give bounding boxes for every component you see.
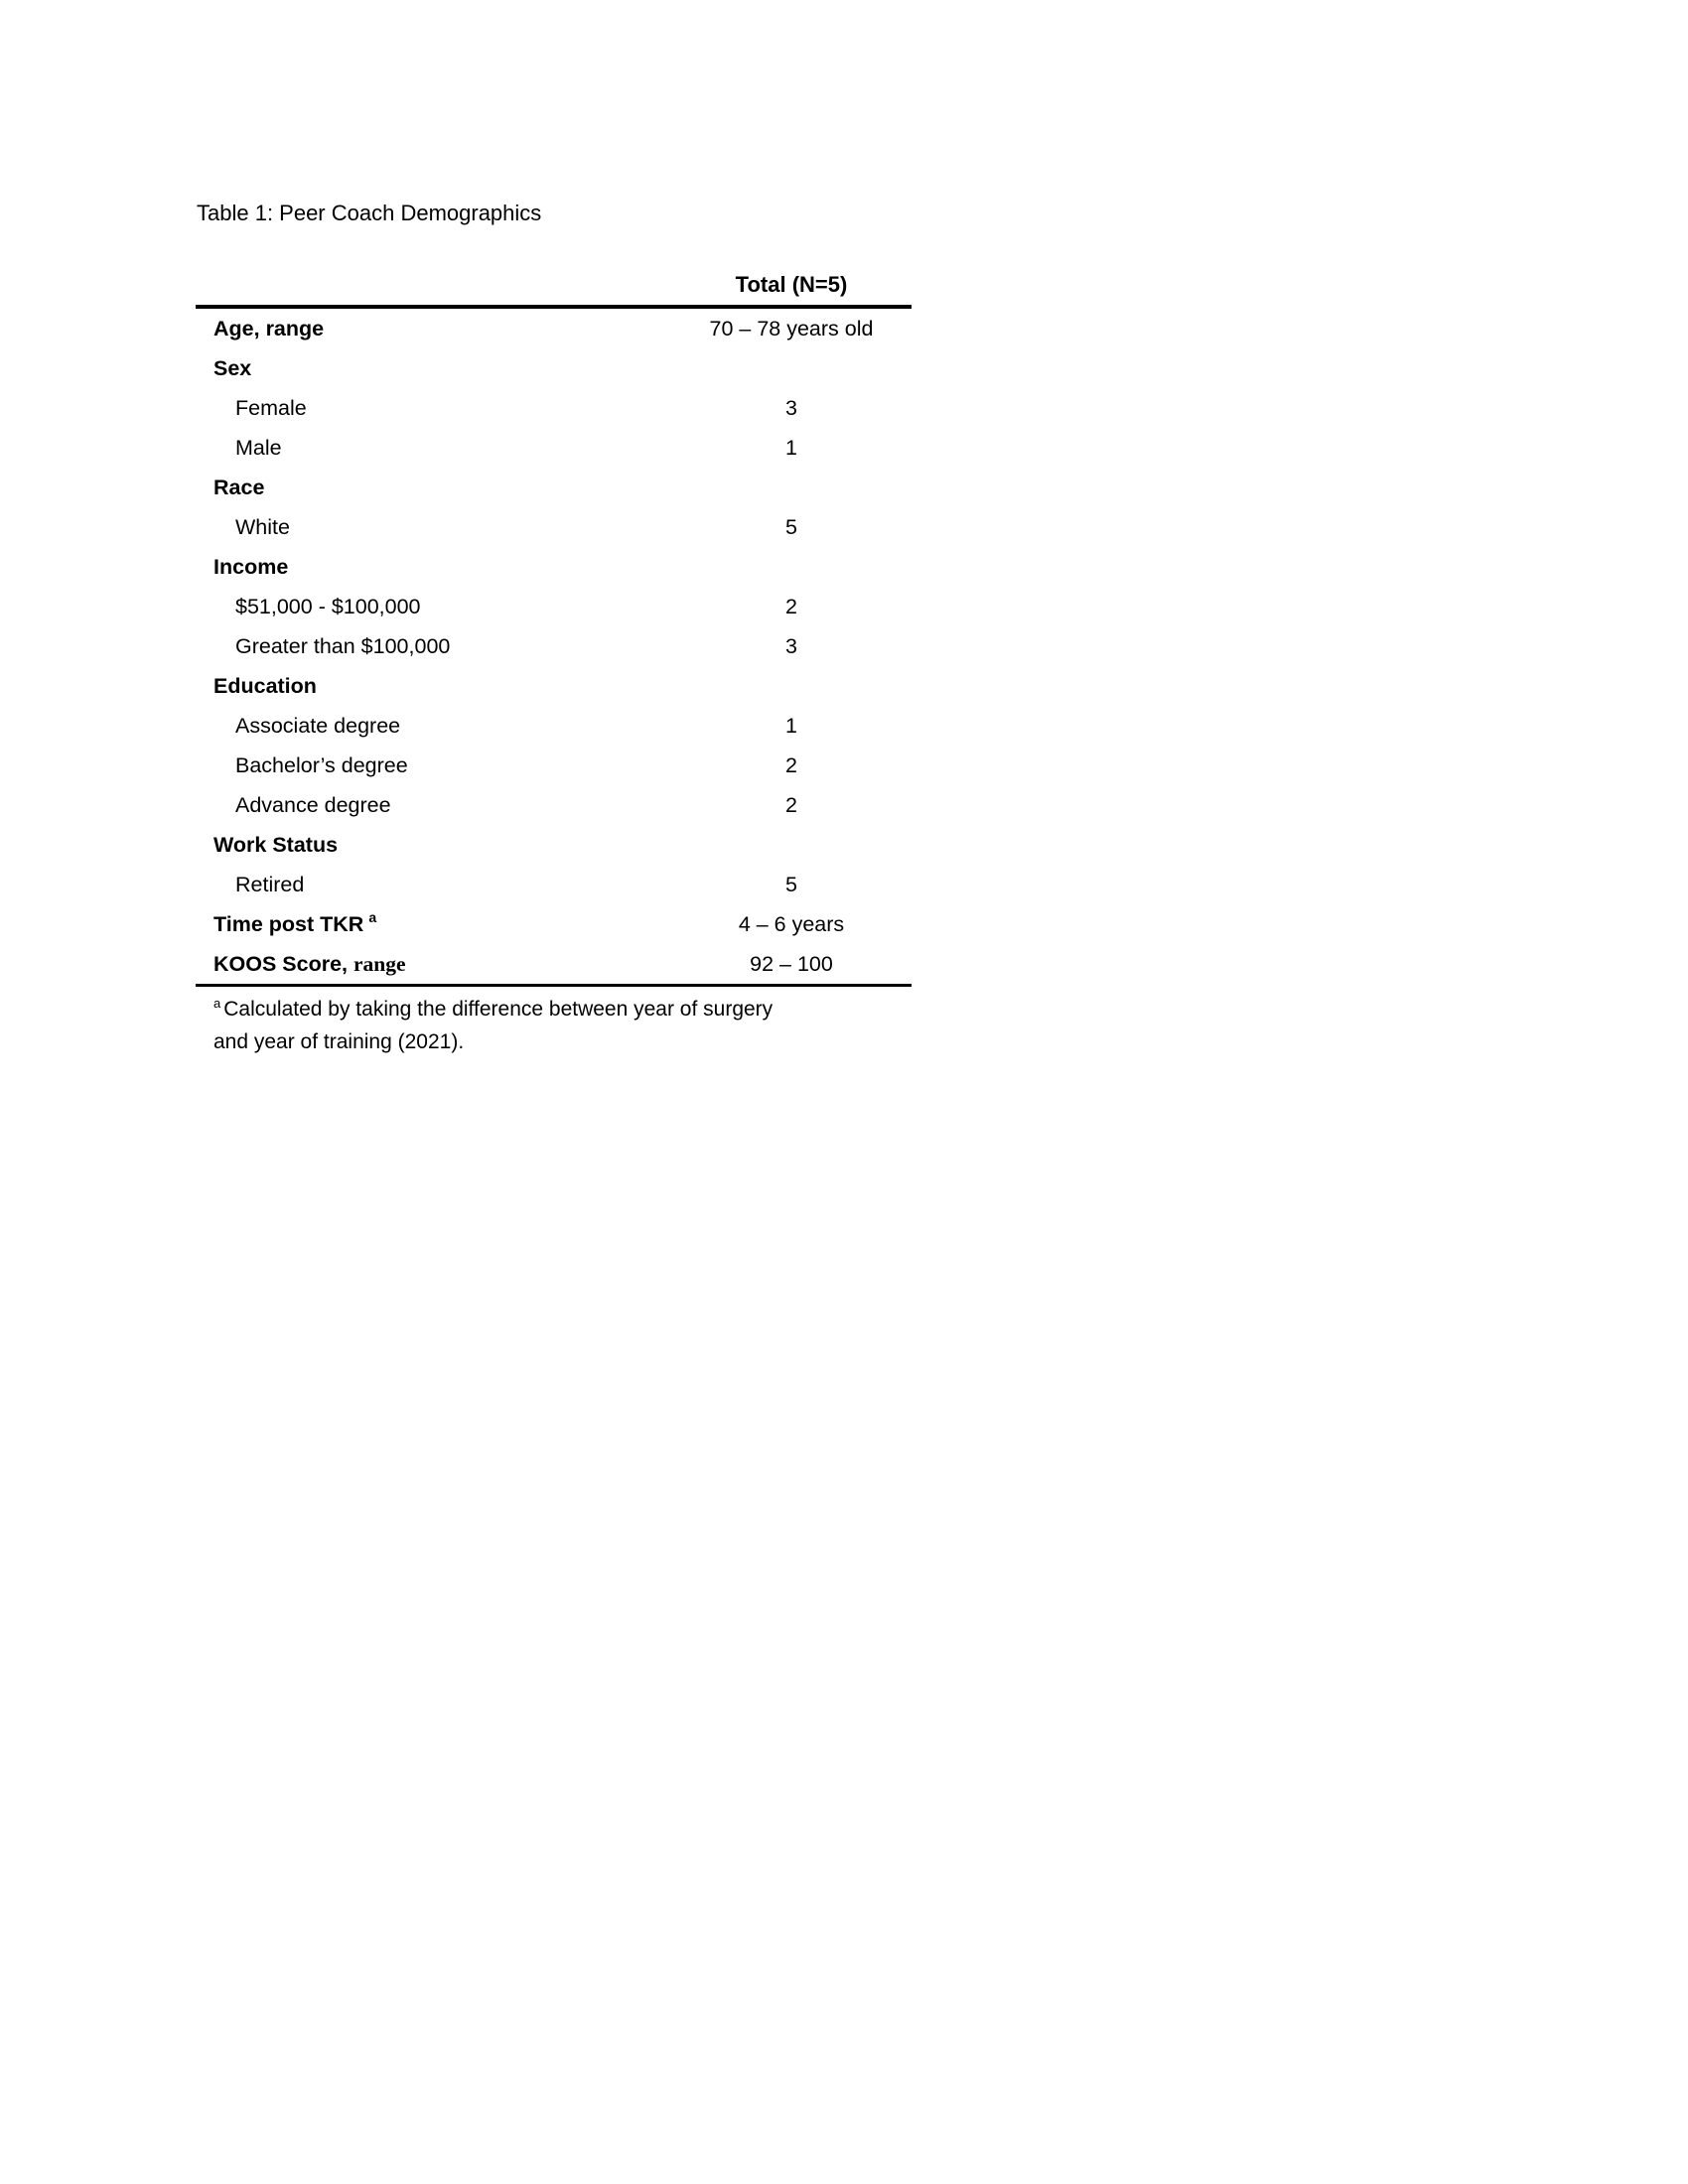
table-row-race [196, 468, 912, 507]
table-row-education [196, 666, 912, 706]
row-label: Greater than $100,000 [235, 633, 451, 658]
row-label: Work Status [213, 832, 339, 857]
row-label: Sex [213, 355, 252, 380]
row-label-serif-text: range [353, 951, 406, 976]
footnote-line2: and year of training (2021). [213, 1030, 465, 1053]
demographics-table [196, 261, 912, 1058]
row-label: $51,000 - $100,000 [235, 594, 421, 618]
table-row-associate-degree [196, 706, 912, 746]
column-header-total: Total (N=5) [735, 272, 848, 297]
row-value: 1 [785, 713, 797, 738]
row-value: 5 [785, 872, 797, 896]
footnote-marker: a [368, 909, 377, 926]
row-label: Income [213, 554, 289, 579]
row-label-text: KOOS Score, [213, 951, 349, 976]
row-label: White [235, 514, 290, 539]
table-row-white [196, 507, 912, 547]
row-value: 92 – 100 [750, 951, 833, 976]
footnote-line1: Calculated by taking the difference between year of surgery [223, 998, 774, 1021]
table-header-row [196, 261, 912, 309]
table-caption: Table 1: Peer Coach Demographics [197, 201, 542, 225]
table-footnote [213, 993, 909, 1058]
row-label [196, 952, 671, 977]
row-label: Male [235, 435, 282, 460]
row-value: 70 – 78 years old [709, 316, 874, 341]
row-label: Bachelor’s degree [235, 752, 408, 777]
table-row-age-range [196, 309, 912, 348]
row-label: Education [213, 673, 317, 698]
row-label: Advance degree [235, 792, 391, 817]
table-row-advance-degree [196, 785, 912, 825]
row-value: 3 [785, 633, 797, 658]
table-row-female [196, 388, 912, 428]
table-row-sex [196, 348, 912, 388]
row-value: 1 [785, 435, 797, 460]
row-label: Female [235, 395, 307, 420]
row-label: Age, range [213, 316, 325, 341]
table-row-work-status [196, 825, 912, 865]
table-row-income-over-100k [196, 626, 912, 666]
table-row-koos-score [196, 944, 912, 984]
row-label: Race [213, 475, 265, 499]
table-row-income-51k-100k [196, 587, 912, 626]
table-row-income [196, 547, 912, 587]
row-value: 2 [785, 792, 797, 817]
row-value: 4 – 6 years [738, 911, 845, 936]
row-label [196, 909, 671, 937]
row-value: 3 [785, 395, 797, 420]
row-value: 2 [785, 752, 797, 777]
table-body [196, 309, 912, 987]
table-row-male [196, 428, 912, 468]
row-value: 2 [785, 594, 797, 618]
table-row-time-post-tkr [196, 904, 912, 944]
row-value: 5 [785, 514, 797, 539]
row-label-text: Time post TKR [213, 911, 364, 936]
footnote-marker: a [213, 996, 221, 1011]
row-label: Associate degree [235, 713, 401, 738]
table-row-retired [196, 865, 912, 904]
table-row-bachelors-degree [196, 746, 912, 785]
row-label: Retired [235, 872, 305, 896]
